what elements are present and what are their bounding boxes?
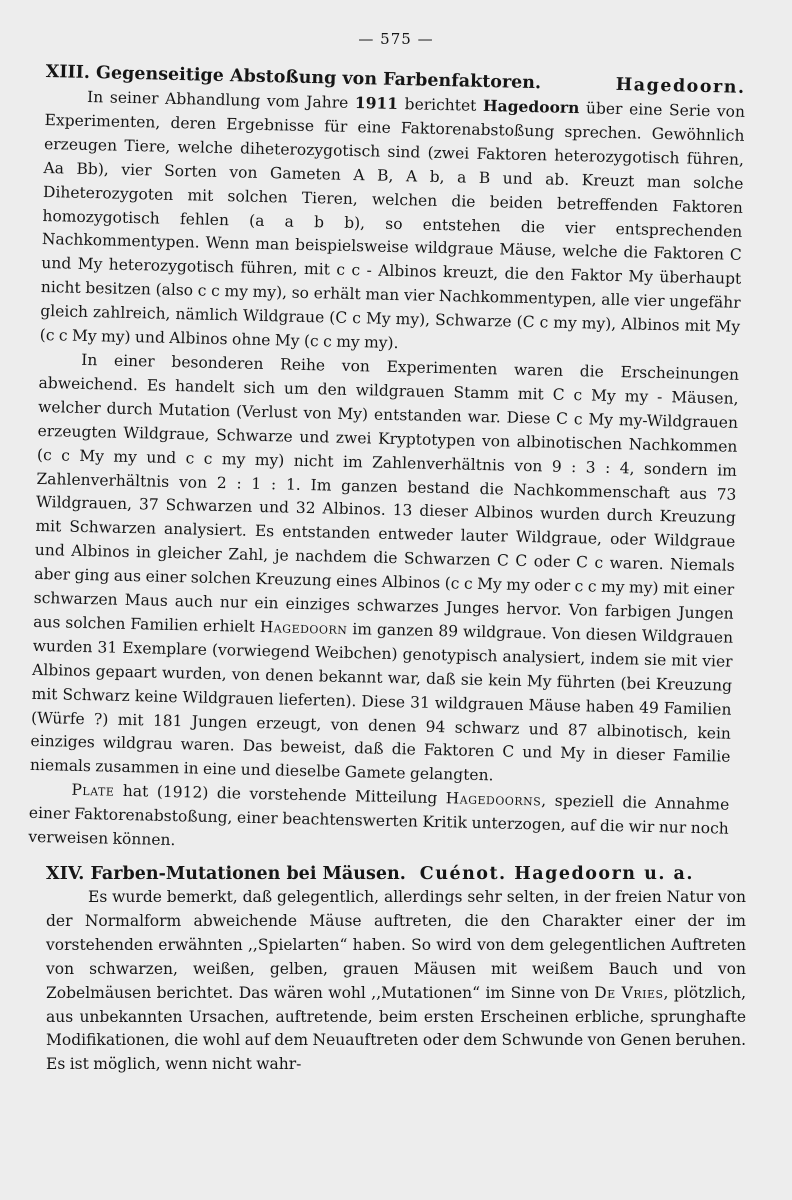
author-name-hagedoorn: Hagedoorn — [259, 617, 348, 638]
text-run: In seiner Abhandlung vom Jahre — [86, 87, 356, 113]
section-xiv-authors: Cuénot. Hagedoorn u. a. — [419, 864, 694, 884]
text-run: über eine Serie von Experimenten, deren Ergebnisse für eine Faktorenabstoßung sprechen. Gewöhnlich erzeugen Tiere, welche diheterozygotisch sind (zwei Faktoren heterozygotisch führen, Aa Bb), vier Sorten von Gameten A B, A b, a B und ab. Kreuzt man solche Diheterozygoten mit solchen Tieren, welchen die beiden betreffenden Faktoren homozygotisch fehlen (a a b b), so entstehen die vier entsprechenden Nachkommentypen. Wenn man beispielsweise wildgraue Mäuse, welche die Faktoren C und My heterozygotisch führen, mit c c - Albinos kreuzt, die den Faktor My überhaupt nicht besitzen (also c c my my), so erhält man vier Nachkommentypen, alle vier ungefähr gleich zahlreich, nämlich Wildgraue (C c My my), Schwarze (C c my my), Albinos mit My (c c My my) und Albinos ohne My (c c my my). — [39, 99, 746, 353]
text-run: berichtet — [397, 95, 484, 115]
author-name-plate: Plate — [71, 781, 115, 801]
text-run: Es wurde bemerkt, daß gelegentlich, allerdings sehr selten, in der freien Natur von der Normalform abweichende Mäuse auftreten, die den Charakter einer der im vorstehenden erwähnten ,,Spielarten“ haben. So wird von dem gelegentlichen Auftreten von schwarzen, weißen, gelben, grauen Mäusen mit weißem Bauch und von Zobelmäusen berichtet. Das wären wohl ,,Mutationen“ im Sinne von — [46, 888, 746, 1002]
section-xiii — [28, 60, 746, 866]
section-xiii-paragraph-2 — [30, 348, 740, 794]
section-xiii-author: Hagedoorn. — [615, 74, 746, 98]
year-1911: 1911 — [354, 93, 399, 113]
page-content — [28, 60, 746, 1077]
text-run: im ganzen 89 wildgraue. Von diesen Wildgrauen wurden 31 Exemplare (vorwiegend Weibchen) genotypisch analysiert, indem sie mit vier Albinos gepaart wurden, von denen bekannt war, daß sie kein My führten (bei Kreuzung mit Schwarz keine Wildgrauen lieferten). Diese 31 wildgrauen Mäuse haben 49 Familien (Würfe ?) mit 181 Jungen erzeugt, von denen 94 schwarz und 87 albinotisch, kein einziges wildgrau waren. Das beweist, daß die Faktoren C und My in dieser Familie niemals zusammen in eine und dieselbe Gamete gelangten. — [29, 619, 734, 785]
section-xiv — [46, 862, 746, 1077]
section-xiii-paragraph-1 — [39, 84, 745, 364]
text-run: , plötzlich, aus unbekannten Ursachen, auftretende, beim ersten Erscheinen erbliche, sprunghafte Modifikationen, die wohl auf dem Neuauftreten oder dem Schwunde von Genen beruhen. Es ist möglich, wenn nicht wahr- — [46, 983, 746, 1074]
section-xiv-title: XIV. Farben-Mutationen bei Mäusen. — [46, 864, 406, 884]
section-xiv-heading — [46, 862, 746, 886]
section-xiii-title: XIII. Gegenseitige Abstoßung von Farbenfaktoren. — [45, 61, 542, 94]
text-run: , speziell die Annahme einer Faktorenabstoßung, einer beachtenswerten Kritik unterzogen, auf die wir nur noch verweisen können. — [28, 791, 730, 850]
section-xiv-paragraph-1 — [46, 886, 746, 1077]
text-run: In einer besonderen Reihe von Experimenten waren die Erscheinungen abweichend. Es handelt sich um den wildgrauen Stamm mit C c My my - Mäusen, welcher durch Mutation (Verlust von My) entstanden war. Diese C c My my-Wildgrauen erzeugten Wildgraue, Schwarze und zwei Kryptotypen von albinotischen Nachkommen (c c My my und c c my my) nicht im Zahlenverhältnis von 9 : 3 : 4, sondern im Zahlenverhältnis von 2 : 1 : 1. Im ganzen bestand die Nachkommenschaft aus 73 Wildgrauen, 37 Schwarzen und 32 Albinos. 13 dieser Albinos wurden durch Kreuzung mit Schwarzen analysiert. Es entstanden entweder lauter Wildgraue, oder Wildgraue und Albinos in gleicher Zahl, je nachdem die Schwarzen C C oder C c waren. Niemals aber ging aus einer solchen Kreuzung eines Albinos (c c My my oder c c my my) mit einer schwarzen Maus auch nur ein einziges schwarzes Junges hervor. Von farbigen Jungen aus solchen Familien erhielt — [33, 350, 740, 636]
text-run: hat (1912) die vorstehende Mitteilung — [114, 782, 446, 808]
author-name-hagedoorns: Hagedoorns — [445, 789, 542, 810]
author-name-de-vries: De Vries — [594, 983, 664, 1002]
author-name-hagedoorn: Hagedoorn — [482, 95, 580, 118]
section-xiii-paragraph-3 — [28, 778, 729, 866]
page-number: — 575 — — [358, 30, 434, 48]
